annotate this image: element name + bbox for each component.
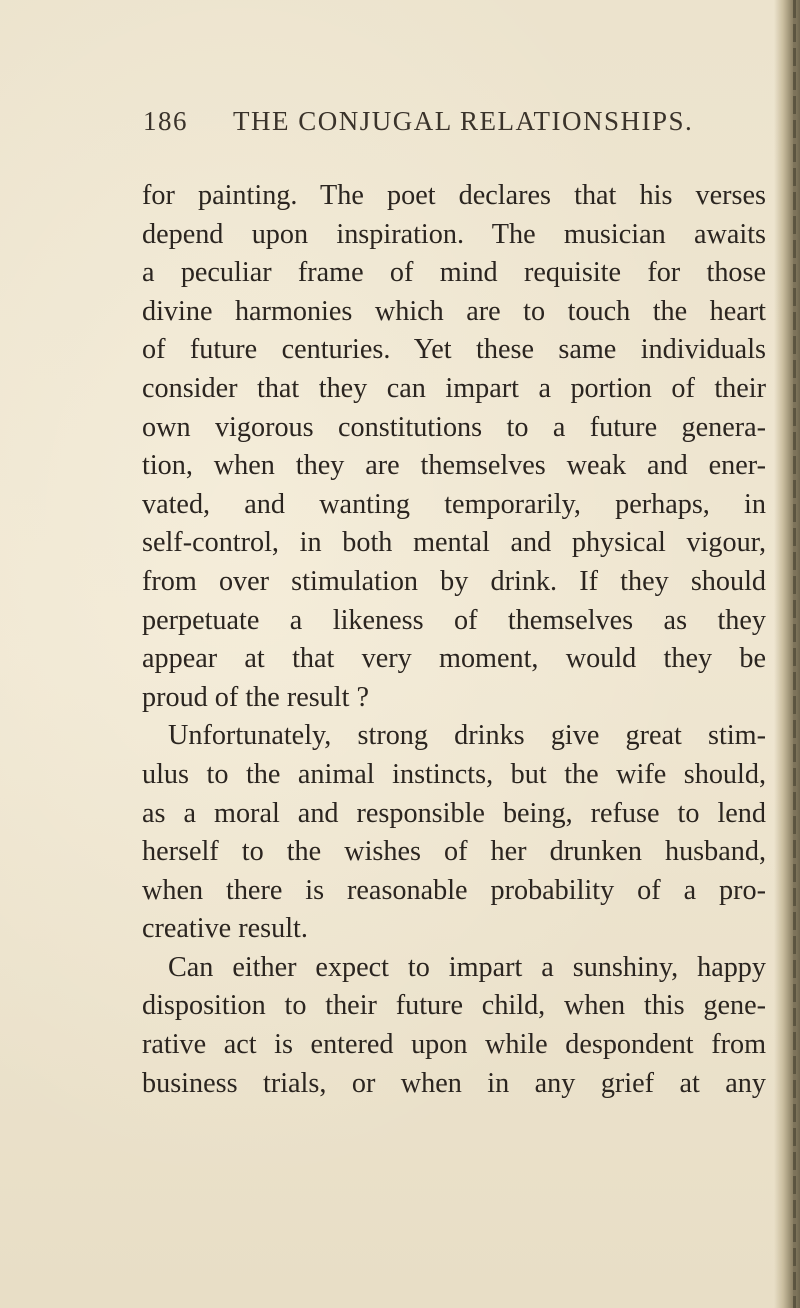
text-line: creative result. <box>142 913 308 945</box>
page-number: 186 <box>143 106 188 136</box>
text-line: Unfortunately, strong drinks give great stim- <box>168 720 766 752</box>
text-line: disposition to their future child, when this gene- <box>142 990 766 1022</box>
text-line: ulus to the animal instincts, but the wife should, <box>142 758 766 790</box>
text-line: a peculiar frame of mind requisite for those <box>142 257 766 289</box>
text-line: for painting. The poet declares that his verses <box>142 180 766 211</box>
text-line: Can either expect to impart a sunshiny, happy <box>168 951 766 983</box>
running-title: THE CONJUGAL RELATIONSHIPS. <box>233 106 694 136</box>
running-head <box>143 101 763 141</box>
text-line: self-control, in both mental and physical vigour, <box>142 527 766 559</box>
text-line: vated, and wanting temporarily, perhaps, in <box>142 488 766 520</box>
text-line: herself to the wishes of her drunken husband, <box>142 836 766 868</box>
text-line: consider that they can impart a portion of their <box>142 372 766 404</box>
text-line: as a moral and responsible being, refuse to lend <box>142 797 766 829</box>
text-line: business trials, or when in any grief at any <box>142 1067 766 1099</box>
text-line: divine harmonies which are to touch the heart <box>142 295 766 327</box>
text-line: when there is reasonable probability of a pro- <box>142 874 766 906</box>
text-line: appear at that very moment, would they be <box>142 643 766 675</box>
body-text <box>142 177 766 1103</box>
text-line: proud of the result ? <box>142 681 370 713</box>
text-line: depend upon inspiration. The musician awaits <box>142 218 766 250</box>
text-line: rative act is entered upon while despondent from <box>142 1029 766 1061</box>
text-line: tion, when they are themselves weak and ener- <box>142 450 766 482</box>
page-edge-shadow <box>774 0 800 1308</box>
text-line: of future centuries. Yet these same individuals <box>142 334 766 366</box>
text-line: from over stimulation by drink. If they should <box>142 565 766 597</box>
text-line: own vigorous constitutions to a future genera- <box>142 411 766 443</box>
text-line: perpetuate a likeness of themselves as they <box>142 604 766 636</box>
